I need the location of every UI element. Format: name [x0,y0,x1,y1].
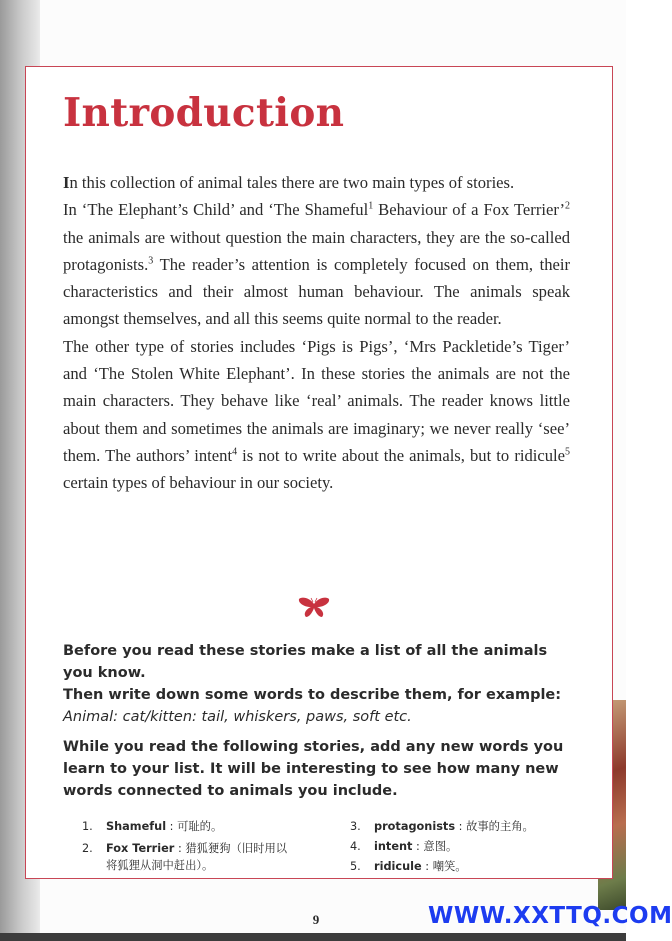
p2-segment: the animals are without question the main characters, they are the so-called protagonists. [63,227,570,274]
footnote-marker: 5 [565,446,570,458]
footnote-marker: 1 [368,200,374,212]
glossary-definition: 故事的主角。 [466,820,534,833]
glossary-number: 5. [350,860,361,873]
page-number: 9 [312,912,320,927]
p2-segment: The reader’s attention is completely focused on them, their characteristics and their almost human behaviour. The animals speak amongst themselves, and all this seems quite normal to the reader. [63,254,570,329]
p3-segment: The other type of stories includes ‘Pigs is Pigs’, ‘Mrs Packletide’s Tiger’ and ‘The Stolen White Elephant’. In these stories the animals are not the main characters. They behave like ‘real’ animals. The reader knows little about them and sometimes the animals are imaginary; we never really ‘see’ them. The authors’ intent [63,336,570,465]
glossary-definition: 嘲笑。 [432,860,467,873]
intro-paragraph-1 [63,169,570,196]
watermark: WWW.XXTTQ.COM [428,903,672,929]
glossary-item [82,818,222,835]
glossary-colon: : [166,820,178,833]
glossary-item [350,818,534,835]
glossary-number: 3. [350,820,361,833]
intro-text [63,169,570,497]
glossary-item [350,858,467,875]
footnote-marker: 2 [565,200,570,212]
glossary-colon: : [455,820,467,833]
glossary-colon: : [421,860,433,873]
glossary-definition-continued: 将狐狸从洞中赶出）。 [106,859,214,872]
glossary-term: ridicule [374,860,422,873]
activity-example: Animal: cat/kitten: tail, whiskers, paws, soft etc. [63,709,412,725]
activity-instruction-1: Before you read these stories make a list of all the animals you know. [63,643,548,681]
glossary-number: 2. [82,842,93,855]
glossary-number: 1. [82,820,93,833]
glossary-definition: 可耻的。 [177,820,223,833]
activity-box [63,640,575,802]
activity-instruction-3: While you read the following stories, add any new words you learn to your list. It will be interesting to see how many new words connected to animals you include. [63,739,564,799]
butterfly-icon [298,596,330,618]
p2-segment: In ‘The Elephant’s Child’ and ‘The Shameful [63,200,369,220]
activity-instruction-2: Then write down some words to describe them, for example: [63,687,562,703]
page-bottom-edge [0,933,626,941]
glossary-colon: : [412,840,424,853]
glossary-colon: : [174,842,186,855]
glossary-term: intent [374,840,413,853]
glossary-term: Shameful [106,820,167,833]
p3-segment: is not to write about the animals, but to ridicule [237,445,565,465]
glossary-item [350,838,457,855]
drop-cap: I [63,173,70,192]
p3-segment: certain types of behaviour in our society. [63,473,334,493]
page-title: Introduction [63,90,345,136]
glossary-definition: 意图。 [423,840,458,853]
glossary-term: Fox Terrier [106,842,175,855]
intro-paragraph-3 [63,333,570,497]
intro-paragraph-2 [63,196,570,332]
glossary-item [82,840,287,874]
glossary-term: protagonists [374,820,456,833]
glossary-number: 4. [350,840,361,853]
intro-paragraph-1-text: n this collection of animal tales there are two main types of stories. [69,173,515,192]
glossary-definition: 猎狐㹴狗（旧时用以 [185,842,288,855]
footnote-marker: 4 [232,446,238,458]
footnote-marker: 3 [148,255,154,267]
p2-segment: Behaviour of a Fox Terrier’ [373,200,565,220]
